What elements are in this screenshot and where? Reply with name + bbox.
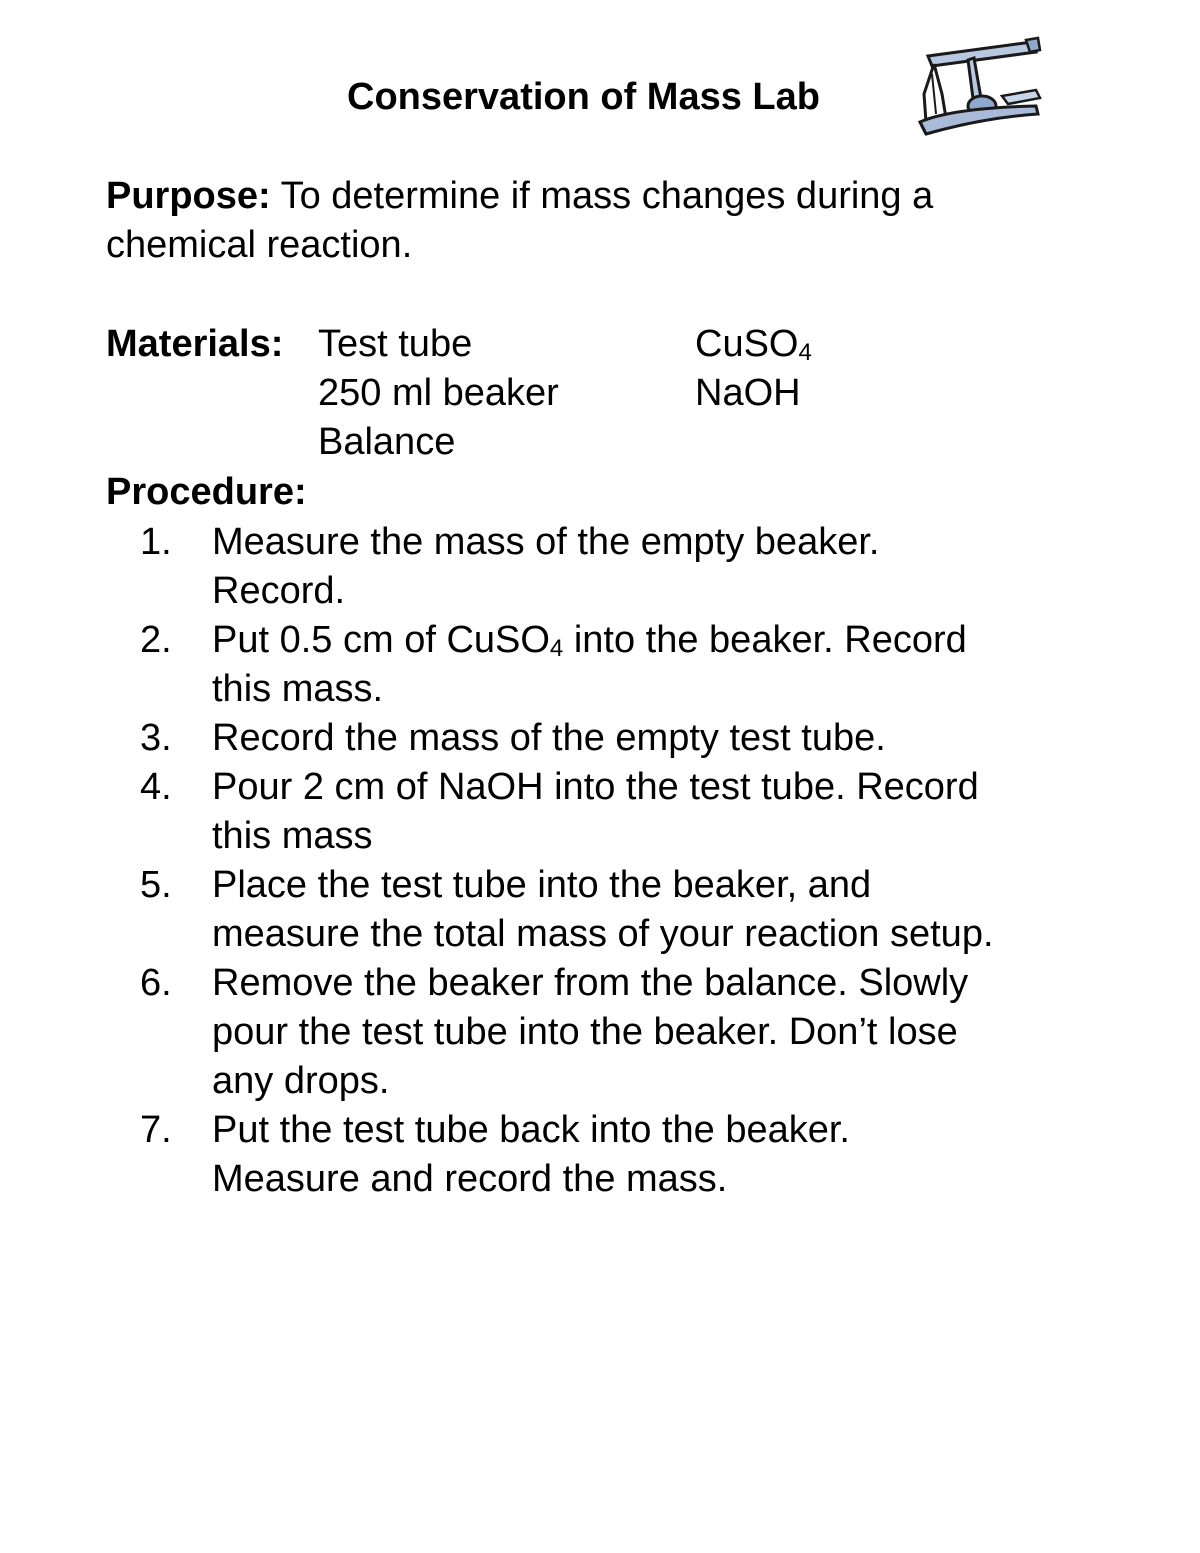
materials-section — [106, 320, 1106, 470]
step-text-line: Place the test tube into the beaker, and — [212, 864, 872, 906]
chemical-formula: CuSO — [695, 323, 799, 365]
step-text-line: Record the mass of the empty test tube. — [212, 717, 886, 759]
step-text-part: into the beaker. Record — [563, 619, 967, 661]
purpose-label: Purpose: — [106, 175, 271, 217]
chemical-subscript: 4 — [549, 635, 564, 662]
step-text-line: Record. — [212, 570, 346, 612]
procedure-step-3 — [106, 714, 1106, 763]
step-number: 1. — [140, 521, 172, 563]
step-number: 4. — [140, 766, 172, 808]
step-text-line: measure the total mass of your reaction setup. — [212, 913, 994, 955]
procedure-steps-list — [106, 518, 1106, 1204]
step-number: 6. — [140, 962, 172, 1004]
step-text-line: Pour 2 cm of NaOH into the test tube. Record — [212, 766, 979, 808]
step-text-line: this mass — [212, 815, 373, 857]
procedure-label: Procedure: — [106, 471, 307, 513]
step-text-line: any drops. — [212, 1060, 390, 1102]
step-number: 2. — [140, 619, 172, 661]
materials-equipment-list — [318, 320, 559, 467]
step-text-line: pour the test tube into the beaker. Don’t lose — [212, 1011, 958, 1053]
purpose-text-line1: To determine if mass changes during a — [270, 175, 934, 217]
step-text-line: Put the test tube back into the beaker. — [212, 1109, 850, 1151]
materials-label: Materials: — [106, 323, 284, 365]
material-item-cuso4 — [695, 320, 812, 369]
material-item: Balance — [318, 421, 456, 463]
material-item-naoh: NaOH — [695, 372, 801, 414]
materials-chemicals-list — [695, 320, 812, 418]
procedure-step-4 — [106, 763, 1106, 861]
step-number: 5. — [140, 864, 172, 906]
page-title: Conservation of Mass Lab — [347, 76, 820, 118]
procedure-step-7 — [106, 1106, 1106, 1204]
step-number: 7. — [140, 1109, 172, 1151]
step-text-part: Put 0.5 cm of CuSO — [212, 619, 550, 661]
balance-scale-icon — [912, 34, 1046, 138]
procedure-step-2 — [106, 616, 1106, 714]
step-text-line: Remove the beaker from the balance. Slowly — [212, 962, 969, 1004]
material-item: 250 ml beaker — [318, 372, 559, 414]
step-text-line: Measure and record the mass. — [212, 1158, 728, 1200]
step-text-line — [212, 616, 1106, 665]
procedure-step-1 — [106, 518, 1106, 616]
step-number: 3. — [140, 717, 172, 759]
procedure-step-6 — [106, 959, 1106, 1106]
procedure-step-5 — [106, 861, 1106, 959]
purpose-section — [106, 172, 933, 270]
purpose-text-line2: chemical reaction. — [106, 224, 413, 266]
step-text-line: Measure the mass of the empty beaker. — [212, 521, 880, 563]
step-text-line: this mass. — [212, 668, 384, 710]
chemical-subscript: 4 — [798, 339, 812, 366]
material-item: Test tube — [318, 323, 473, 365]
